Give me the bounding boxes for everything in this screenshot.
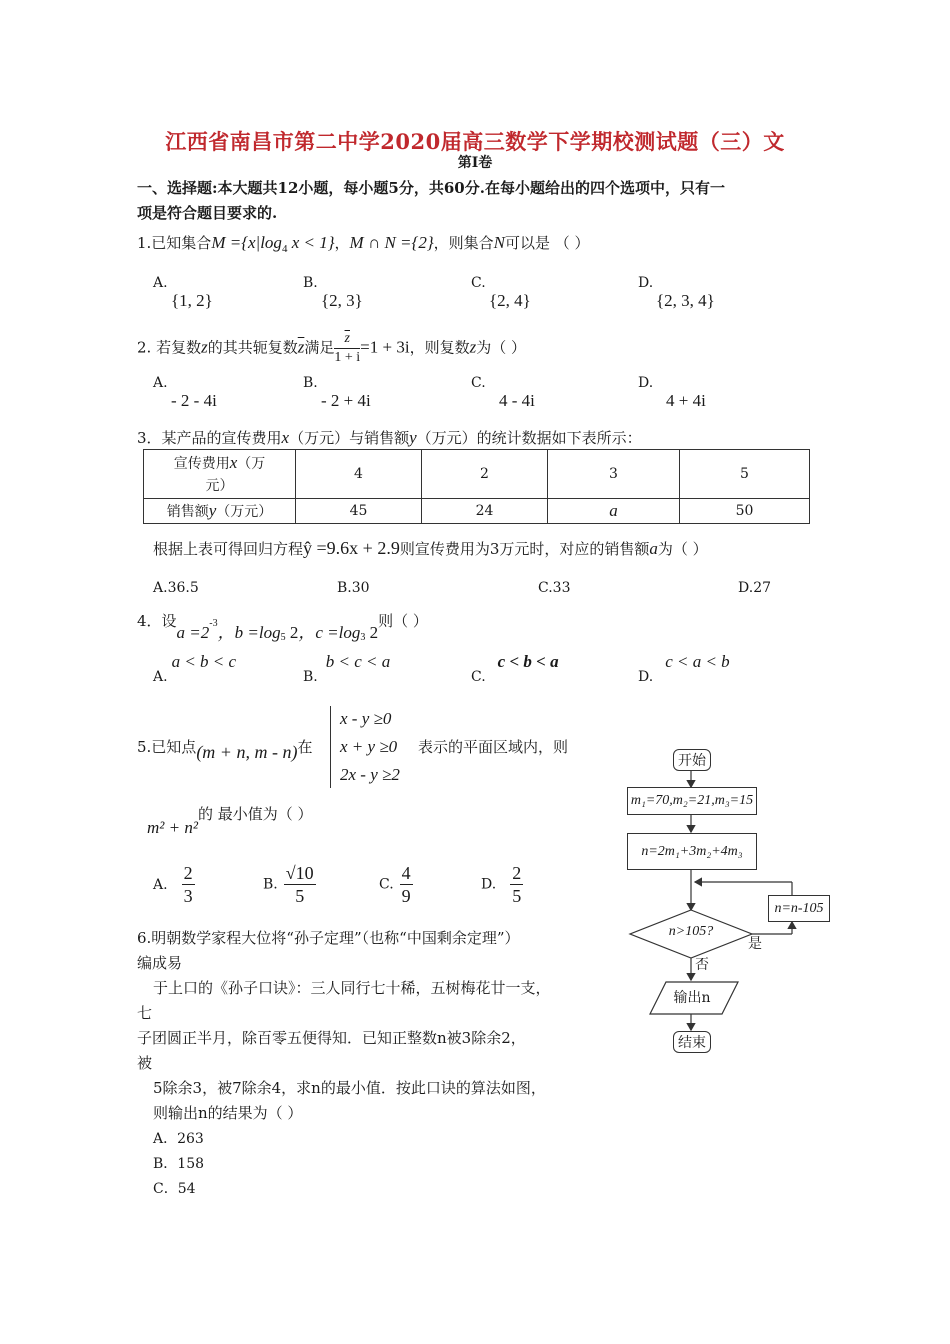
q2-text-5: 为（ ） [476,338,526,357]
inequality-3: 2x - y ≥2 [340,765,400,784]
flowchart-condition: n>105? [668,924,714,939]
q5-option-d: D. $\frac{2}{5}$ [481,863,522,906]
question-5: 5.已知点(m + n, m - n)在 [137,738,313,762]
inequality-1: x - y ≥0 [340,709,392,728]
question-2: 2. 若复数z的其共轭复数$\overline{z}$满足 $\frac{\overline{z}}{1 + i}$ =1 + 3i，则复数z为（ ） [137,331,526,365]
q2-text: 2. 若复数 [137,338,202,357]
q1-set-n: N [493,233,505,252]
q1-set-m-tail: x < 1} [287,233,335,252]
instructions-line-2: 项是符合题目要求的. [137,204,278,222]
q6-line-4: 七 [137,1004,153,1022]
q3-option-c: C.33 [538,580,571,596]
table-cell: 50 [680,499,810,524]
q6-line-8: 则输出n的结果为（ ） [153,1104,303,1122]
q5-option-b: B. $\frac{√10}{5}$ [263,863,314,906]
table-cell: 45 [296,499,422,524]
q4-option-b: B.b < c < a [303,652,391,685]
q6-line-3: 于上口的《孙子口诀》：三人同行七十稀，五树梅花廿一支， [153,979,551,997]
table-cell: 2 [422,450,548,499]
q2-fraction: $\frac{\overline{z}}{1 + i}$ [334,331,361,365]
q1-option-b: B. {2, 3} [303,275,363,310]
q1-text: 1.已知集合 [137,234,212,252]
q6-line-6: 被 [137,1054,153,1072]
q2-option-a: A. - 2 - 4i [153,375,217,410]
q3-option-a: A.36.5 [153,580,199,596]
q2-text-4: ，则复数 [409,338,470,357]
table-cell: 3 [548,450,680,499]
q1-set-m: M ={x|log [211,233,282,252]
q1-option-c: C. {2, 4} [471,275,531,310]
question-5-line2: m² + n²的 最小值为（ ） [147,805,313,837]
q2-option-c: C. 4 - 4i [471,375,535,410]
q2-option-b: B. - 2 + 4i [303,375,371,410]
flowchart-compute: n=2m₁+3m₂+4m₃ [627,833,757,870]
q1-text-3: 可以是 （ ） [505,234,590,252]
q6-option-a: A．263 [153,1131,204,1147]
table-cell: 4 [296,450,422,499]
question-5-tail: 表示的平面区域内，则 [418,738,569,756]
q1-log-base: 4 [281,243,288,255]
table-header-x: 宣传费用x（万 元） [144,450,296,499]
q6-line-1: 6.明朝数学家程大位将“孙子定理”（也称“中国剩余定理”） [137,929,520,947]
q2-z: z [201,337,208,357]
flowchart-end: 结束 [673,1031,711,1053]
flowchart-loop: n=n-105 [768,895,830,922]
question-3: 3．某产品的宣传费用x（万元）与销售额y（万元）的统计数据如下表所示： [137,428,642,447]
q6-line-5: 子团圆正半月，除百零五便得知．已知正整数n被3除余2， [137,1029,526,1047]
q6-option-b: B．158 [153,1156,205,1172]
q6-line-7: 5除余3，被7除余4，求n的最小值．按此口诀的算法如图， [153,1079,546,1097]
flowchart-output: 输出n [673,990,711,1006]
q6-line-2: 编成易 [137,954,183,972]
q2-text-2: 的其共轭复数 [207,338,298,357]
question-3-prompt: 根据上表可得回归方程ŷ =9.6x + 2.9则宣传费用为3万元时，对应的销售额a为（ ） [153,538,708,558]
q3-option-d: D.27 [738,580,772,596]
table-cell-unknown: a [548,499,680,524]
q2-rhs: =1 + 3i [360,337,410,357]
q3-option-b: B.30 [337,580,370,596]
inequality-2: x + y ≥0 [340,737,398,756]
q5-option-a: A. $\frac{2}{3}$ [153,863,193,906]
data-table [143,449,810,524]
q1-comma: ， [334,234,350,252]
q5-option-c: C. $\frac{4}{9}$ [379,863,411,906]
question-1 [137,232,590,255]
question-4: 4．设$a =2^{-3}$，$b =\log_5$ 2，$c =\log_3$ 2则（ ） [137,612,428,643]
q2-text-3: 满足 [304,338,335,357]
table-header-y: 销售额y（万元） [144,499,296,524]
q1-intersection: M ∩ N ={2} [349,233,434,252]
section-subtitle: 第I卷 [457,155,493,171]
flowchart-yes: 是 [748,936,762,952]
q4-option-c: C.c < b < a [471,652,559,685]
q6-option-c: C．54 [153,1181,196,1197]
instructions-line-1: 一、选择题:本大题共12小题，每小题5分，共60分.在每小题给出的四个选项中，只有一 [137,179,725,197]
flowchart-start: 开始 [673,749,711,771]
flowchart-no: 否 [695,957,709,973]
q1-option-d: D. {2, 3, 4} [638,275,715,310]
q1-option-a: A. {1, 2} [153,275,213,310]
q1-text-2: ，则集合 [433,234,494,252]
page-title: 江西省南昌市第二中学2020届高三数学下学期校测试题（三）文 [165,129,785,154]
table-cell: 24 [422,499,548,524]
q2-option-d: D. 4 + 4i [638,375,706,410]
q2-zbar: $\overline{z}$ [297,337,305,357]
table-cell: 5 [680,450,810,499]
q4-option-d: D.c < a < b [638,652,730,685]
q4-option-a: A.a < b < c [153,652,237,685]
flowchart-init: m₁=70,m₂=21,m₃=15 [627,787,757,815]
